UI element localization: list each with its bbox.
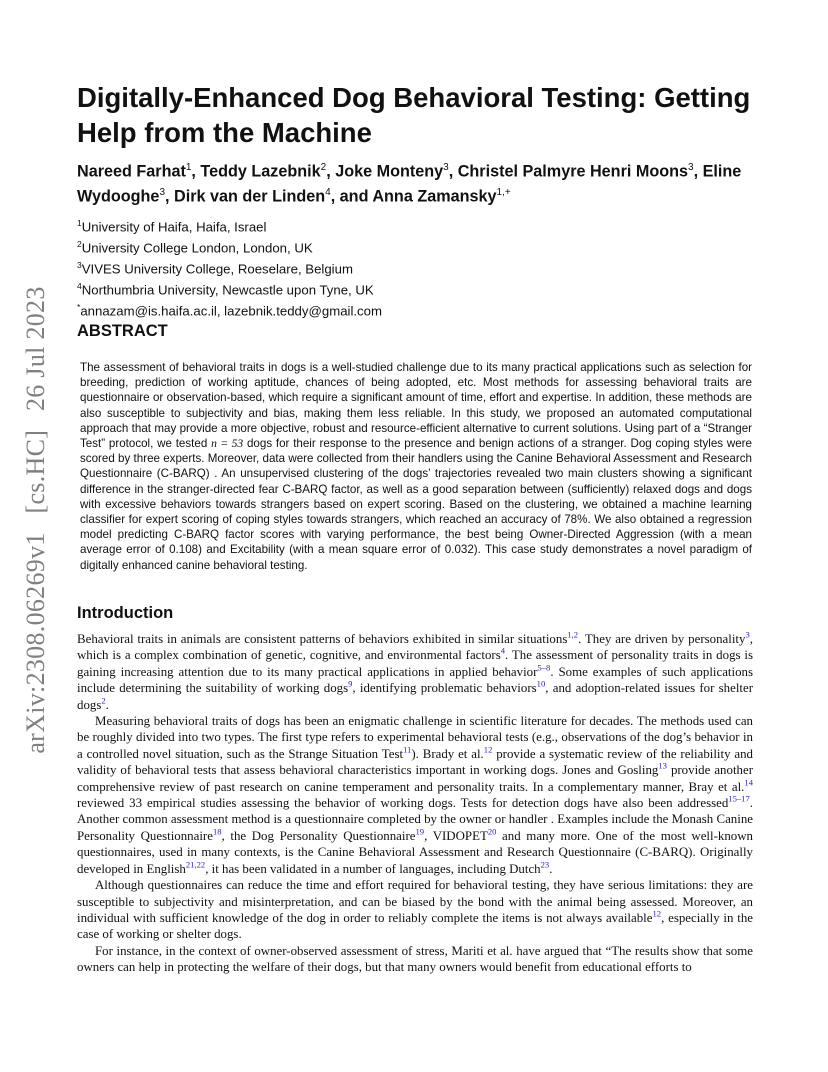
abstract-part-1: The assessment of behavioral traits in dogs is a well-studied challenge due to its many practical applications such as selection for breeding, prediction of working aptitude, chances of being adopted, etc. Most methods for assessing behavioral traits are questionnaire or observation-based, which require a significant amount of time, effort and expertise. In addition, these methods are also susceptible to subjectivity and bias, making them less reliable. In this study, we proposed an automated computational approach that may provide a more objective, robust and resource-efficient alternative to current solutions. Using part of a “Stranger Test” protocol, we tested [80,361,752,451]
author-name: Eline Wydooghe [77,162,742,206]
affiliation-mark: 4 [77,280,82,291]
affiliation-mark: 2 [77,238,82,249]
affiliation-mark: * [77,301,81,312]
arxiv-category: [cs.HC] [21,429,50,514]
affiliation-mark: 3 [77,259,82,270]
abstract-text [80,360,752,573]
citation-link[interactable]: 11 [403,744,412,755]
introduction-paragraph: For instance, in the context of owner-observed assessment of stress, Mariti et al. have argued that “The results show that some owners can help in protecting the welfare of their dogs, but that many owners would benefit from educational efforts to [77,943,753,975]
affiliation-list [77,215,677,319]
author-name: Christel Palmyre Henri Moons [457,162,689,181]
introduction-body [77,631,753,976]
author-affiliation-mark: 3 [159,187,165,199]
author-affiliation-mark: 1,+ [496,187,511,199]
abstract-part-2: dogs for their response to the presence and benign actions of a stranger. Dog coping styles were scored by three experts. Moreover, data were collected from their handlers using the Canine Behavioral Assessment and Research Questionnaire (C-BARQ) . An unsupervised clustering of the dogs’ trajectories revealed two main clusters showing a significant difference in the stranger-directed fear C-BARQ factor, as well as a good separation between (sufficiently) relaxed dogs and dogs with excessive behaviors towards strangers based on expert scoring. Based on the clustering, we obtained a machine learning classifier for expert scoring of coping styles towards strangers, which reached an accuracy of 78%. We also obtained a regression model predicting C-BARQ factor scores with varying performance, the best being Owner-Directed Aggression (with a mean average error of 0.108) and Excitability (with a mean square error of 0.032). This case study demonstrates a novel paradigm of digitally enhanced canine behavioral testing. [80,437,752,572]
abstract-math: n = 53 [211,437,244,451]
citation-link[interactable]: 12 [652,908,662,919]
author-affiliation-mark: 4 [325,187,331,199]
citation-link[interactable]: 4 [500,646,506,657]
citation-link[interactable]: 1,2 [567,629,579,640]
citation-link[interactable]: 13 [658,760,667,771]
citation-link[interactable]: 15–17 [728,793,750,804]
abstract-heading: ABSTRACT [77,322,168,340]
citation-link[interactable]: 18 [212,826,222,837]
citation-link[interactable]: 19 [415,826,425,837]
author-list: Nareed Farhat$^1$, Teddy Lazebnik$^2$, Joke Monteny$^3$, Christel Palmyre Henri Moons$^3$, Eline Wydooghe$^3$, Dirk van der Linden$^4$, and Anna Zamansky$^{1,+}$ [77,162,742,206]
introduction-paragraph: Behavioral traits in animals are consistent patterns of behaviors exhibited in similar situations$^{1,2}$. They are driven by personality$^3$, which is a complex combination of genetic, cognitive, and environmental factors$^4$. The assessment of personality traits in dogs is gaining increasing attention due to its many practical applications in applied behavior$^{5-8}$. Some examples of such applications include determining the suitability of working dogs$^9$, identifying problematic behaviors$^{10}$, and adoption-related issues for shelter dogs$^2$. [77,629,754,712]
citation-link[interactable]: 3 [745,629,750,640]
arxiv-id: arXiv:2308.06269v1 [21,532,50,754]
affiliation-item [77,257,677,278]
affiliation-item [77,299,677,320]
affiliation-text: VIVES University College, Roeselare, Belgium [81,261,353,277]
affiliation-text: University of Haifa, Haifa, Israel [81,219,267,235]
affiliation-text: University College London, London, UK [81,240,313,256]
citation-link[interactable]: 12 [483,744,493,755]
affiliation-text: Northumbria University, Newcastle upon Tyne, UK [81,282,374,298]
citation-link[interactable]: 9 [348,678,353,689]
author-name: Anna Zamansky [372,187,497,206]
author-name: Teddy Lazebnik [200,162,321,181]
citation-link[interactable]: 14 [744,777,753,788]
citation-link[interactable]: 2 [101,695,106,706]
affiliation-mark: 1 [77,218,82,228]
author-affiliation-mark: 3 [688,162,694,173]
citation-link[interactable]: 10 [536,678,546,689]
author-name: Dirk van der Linden [174,187,326,206]
arxiv-stamp [21,280,51,759]
arxiv-date: 26 Jul 2023 [21,286,50,411]
introduction-paragraph: Measuring behavioral traits of dogs has been an enigmatic challenge in scientific literature for decades. The methods used can be roughly divided into two types. The first type refers to experimental behavioral tests (e.g., observations of the dog’s behavior in a controlled novel situation, such as the Strange Situation Test$^{11}$). Brady et al.$^{12}$ provide a systematic review of the reliability and validity of behavioral tests that assess behavioral characteristics important in working dogs. Jones and Gosling$^{13}$ provide another comprehensive review of past research on canine temperament and personality traits. In a complementary manner, Bray et al.$^{14}$ reviewed 33 empirical studies assessing the behavior of working dogs. Tests for detection dogs have also been addressed$^{15-17}$. Another common assessment method is a questionnaire completed by the owner or handler . Examples include the Monash Canine Personality Questionnaire$^{18}$, the Dog Personality Questionnaire$^{19}$, VIDOPET$^{20}$ and many more. One of the most well-known questionnaires, used in many contexts, is the Canine Behavioral Assessment and Research Questionnaire (C-BARQ). Originally developed in English$^{21,22}$, it has been validated in a number of languages, including Dutch$^{23}$. [77,714,754,876]
affiliation-text: annazam@is.haifa.ac.il, lazebnik.teddy@gmail.com [80,302,382,318]
author-affiliation-mark: 3 [443,162,449,173]
introduction-paragraph: Although questionnaires can reduce the time and effort required for behavioral testing, they have serious limitations: they are susceptible to subjectivity and misinterpretation, and can be biased by the bond with the animal being assessed. Moreover, an individual with sufficient knowledge of the dog in order to reliably complete the items is not always available$^{12}$, especially in the case of working or shelter dogs. [77,878,754,942]
author-affiliation-mark: 2 [320,162,327,173]
affiliation-item [77,236,677,257]
citation-link[interactable]: 23 [540,859,550,870]
citation-link[interactable]: 20 [487,826,497,837]
affiliation-item [77,278,677,299]
introduction-heading: Introduction [77,604,174,622]
author-name: Nareed Farhat [77,162,186,181]
citation-link[interactable]: 21,22 [185,859,206,870]
author-name: Joke Monteny [335,162,444,181]
affiliation-item [77,215,677,236]
citation-link[interactable]: 5–8 [537,662,551,673]
paper-title: Digitally-Enhanced Dog Behavioral Testing: Getting Help from the Machine [77,82,751,148]
author-affiliation-mark: 1 [185,162,192,173]
